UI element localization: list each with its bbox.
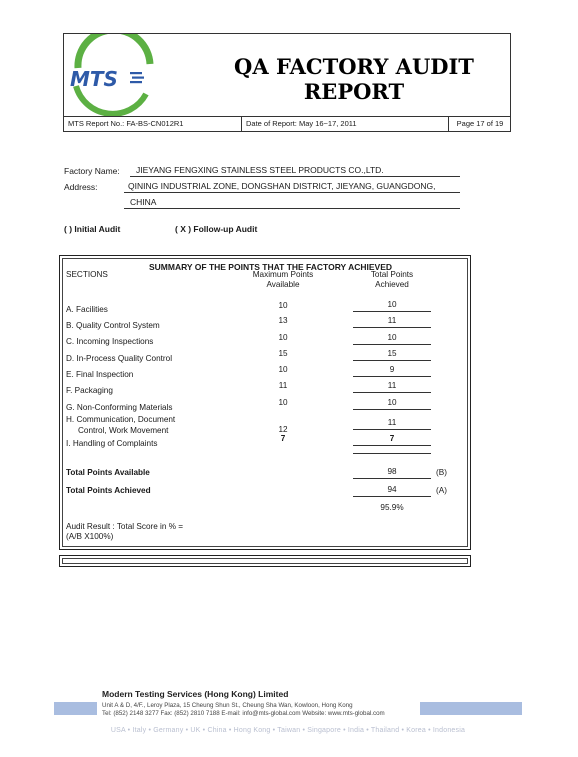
row-achieved-non-conforming: 10 (353, 397, 431, 410)
row-max-facilities: 10 (278, 301, 288, 310)
footer-bar-left (54, 702, 97, 715)
row-label-in-process: D. In-Process Quality Control (66, 354, 173, 363)
row-max-final-inspection: 10 (278, 365, 288, 374)
row-label-communication-line-2: Control, Work Movement (78, 426, 169, 435)
logo-text: MTS (70, 67, 118, 91)
row-divider (353, 453, 431, 454)
row-achieved-complaints: 7 (353, 433, 431, 446)
row-achieved-final-inspection: 9 (353, 364, 431, 377)
row-achieved-facilities: 10 (353, 299, 431, 312)
report-date: Date of Report: May 16~17, 2011 (242, 117, 449, 131)
row-max-complaints: 7 (280, 434, 286, 443)
report-number: MTS Report No.: FA-BS-CN012R1 (64, 117, 242, 131)
footer-contact: Tel: (852) 2148 3277 Fax: (852) 2810 7188 E-mail: info@mts-global.com Website: www.mts-global.com (102, 710, 385, 717)
row-label-complaints: I. Handling of Complaints (66, 439, 158, 448)
row-label-quality-control: B. Quality Control System (66, 321, 160, 330)
total-points-header-line-2: Achieved (375, 280, 409, 289)
total-achieved-tag: (A) (436, 486, 447, 495)
row-max-packaging: 11 (278, 381, 288, 390)
page-number: Page 17 of 19 (456, 119, 504, 128)
followup-audit-checkbox: ( X ) Follow-up Audit (175, 224, 258, 234)
address-line-1: QINING INDUSTRIAL ZONE, DONGSHAN DISTRICT, JIEYANG, GUANGDONG, (124, 181, 460, 193)
row-label-final-inspection: E. Final Inspection (66, 370, 134, 379)
footer-company: Modern Testing Services (Hong Kong) Limited (102, 689, 289, 699)
total-achieved-label: Total Points Achieved (66, 486, 151, 495)
row-label-non-conforming: G. Non-Conforming Materials (66, 403, 173, 412)
report-meta-row (64, 116, 510, 131)
total-available-value: 98 (353, 466, 431, 479)
mts-logo (64, 34, 164, 118)
row-label-communication: H. Communication, Document (66, 415, 176, 424)
row-achieved-in-process: 15 (353, 348, 431, 361)
row-label-incoming: C. Incoming Inspections (66, 337, 154, 346)
row-achieved-communication: 11 (353, 417, 431, 430)
total-available-tag: (B) (436, 468, 447, 477)
report-title (204, 54, 504, 104)
row-achieved-incoming: 10 (353, 332, 431, 345)
total-available-label: Total Points Available (66, 468, 150, 477)
audit-result-line-1: Audit Result : Total Score in % = (66, 522, 184, 531)
factory-name-value: JIEYANG FENGXING STAINLESS STEEL PRODUCTS CO.,LTD. (130, 165, 460, 177)
summary-title: SUMMARY OF THE POINTS THAT THE FACTORY ACHIEVED (148, 262, 393, 272)
row-label-packaging: F. Packaging (66, 386, 113, 395)
row-achieved-packaging: 11 (353, 380, 431, 393)
audit-result-line-2: (A/B X100%) (66, 532, 114, 541)
score-percent: 95.9% (380, 503, 404, 512)
sections-header: SECTIONS (66, 270, 108, 279)
max-points-header (243, 270, 323, 290)
report-header (63, 33, 511, 132)
footer-countries: USA • Italy • Germany • UK • China • Hong Kong • Taiwan • Singapore • India • Thailand • Korea • Indonesia (110, 727, 466, 734)
title-line-2: REPORT (303, 79, 405, 104)
title-line-1: QA FACTORY AUDIT (234, 54, 474, 79)
max-points-header-line-2: Available (266, 280, 300, 289)
footer-address: Unit A & D, 4/F., Leroy Plaza, 15 Cheung Shun St., Cheung Sha Wan, Kowloon, Hong Kong (102, 702, 353, 709)
total-achieved-value: 94 (353, 484, 431, 497)
row-max-incoming: 10 (278, 333, 288, 342)
address-label: Address: (64, 182, 98, 192)
empty-bar (59, 555, 471, 567)
footer-bar-right (420, 702, 522, 715)
row-max-quality-control: 13 (278, 316, 288, 325)
total-points-header (353, 270, 431, 290)
summary-table-inner (62, 258, 468, 547)
row-max-communication: 12 (278, 425, 288, 434)
row-label-facilities: A. Facilities (66, 305, 108, 314)
factory-name-label: Factory Name: (64, 166, 120, 176)
row-achieved-quality-control: 11 (353, 315, 431, 328)
initial-audit-checkbox: ( ) Initial Audit (64, 224, 121, 234)
row-max-in-process: 15 (278, 349, 288, 358)
address-line-2: CHINA (124, 197, 460, 209)
max-points-header-line-1: Maximum Points (252, 270, 314, 279)
row-max-non-conforming: 10 (278, 398, 288, 407)
total-points-header-line-1: Total Points (370, 270, 414, 279)
summary-table (59, 255, 471, 550)
